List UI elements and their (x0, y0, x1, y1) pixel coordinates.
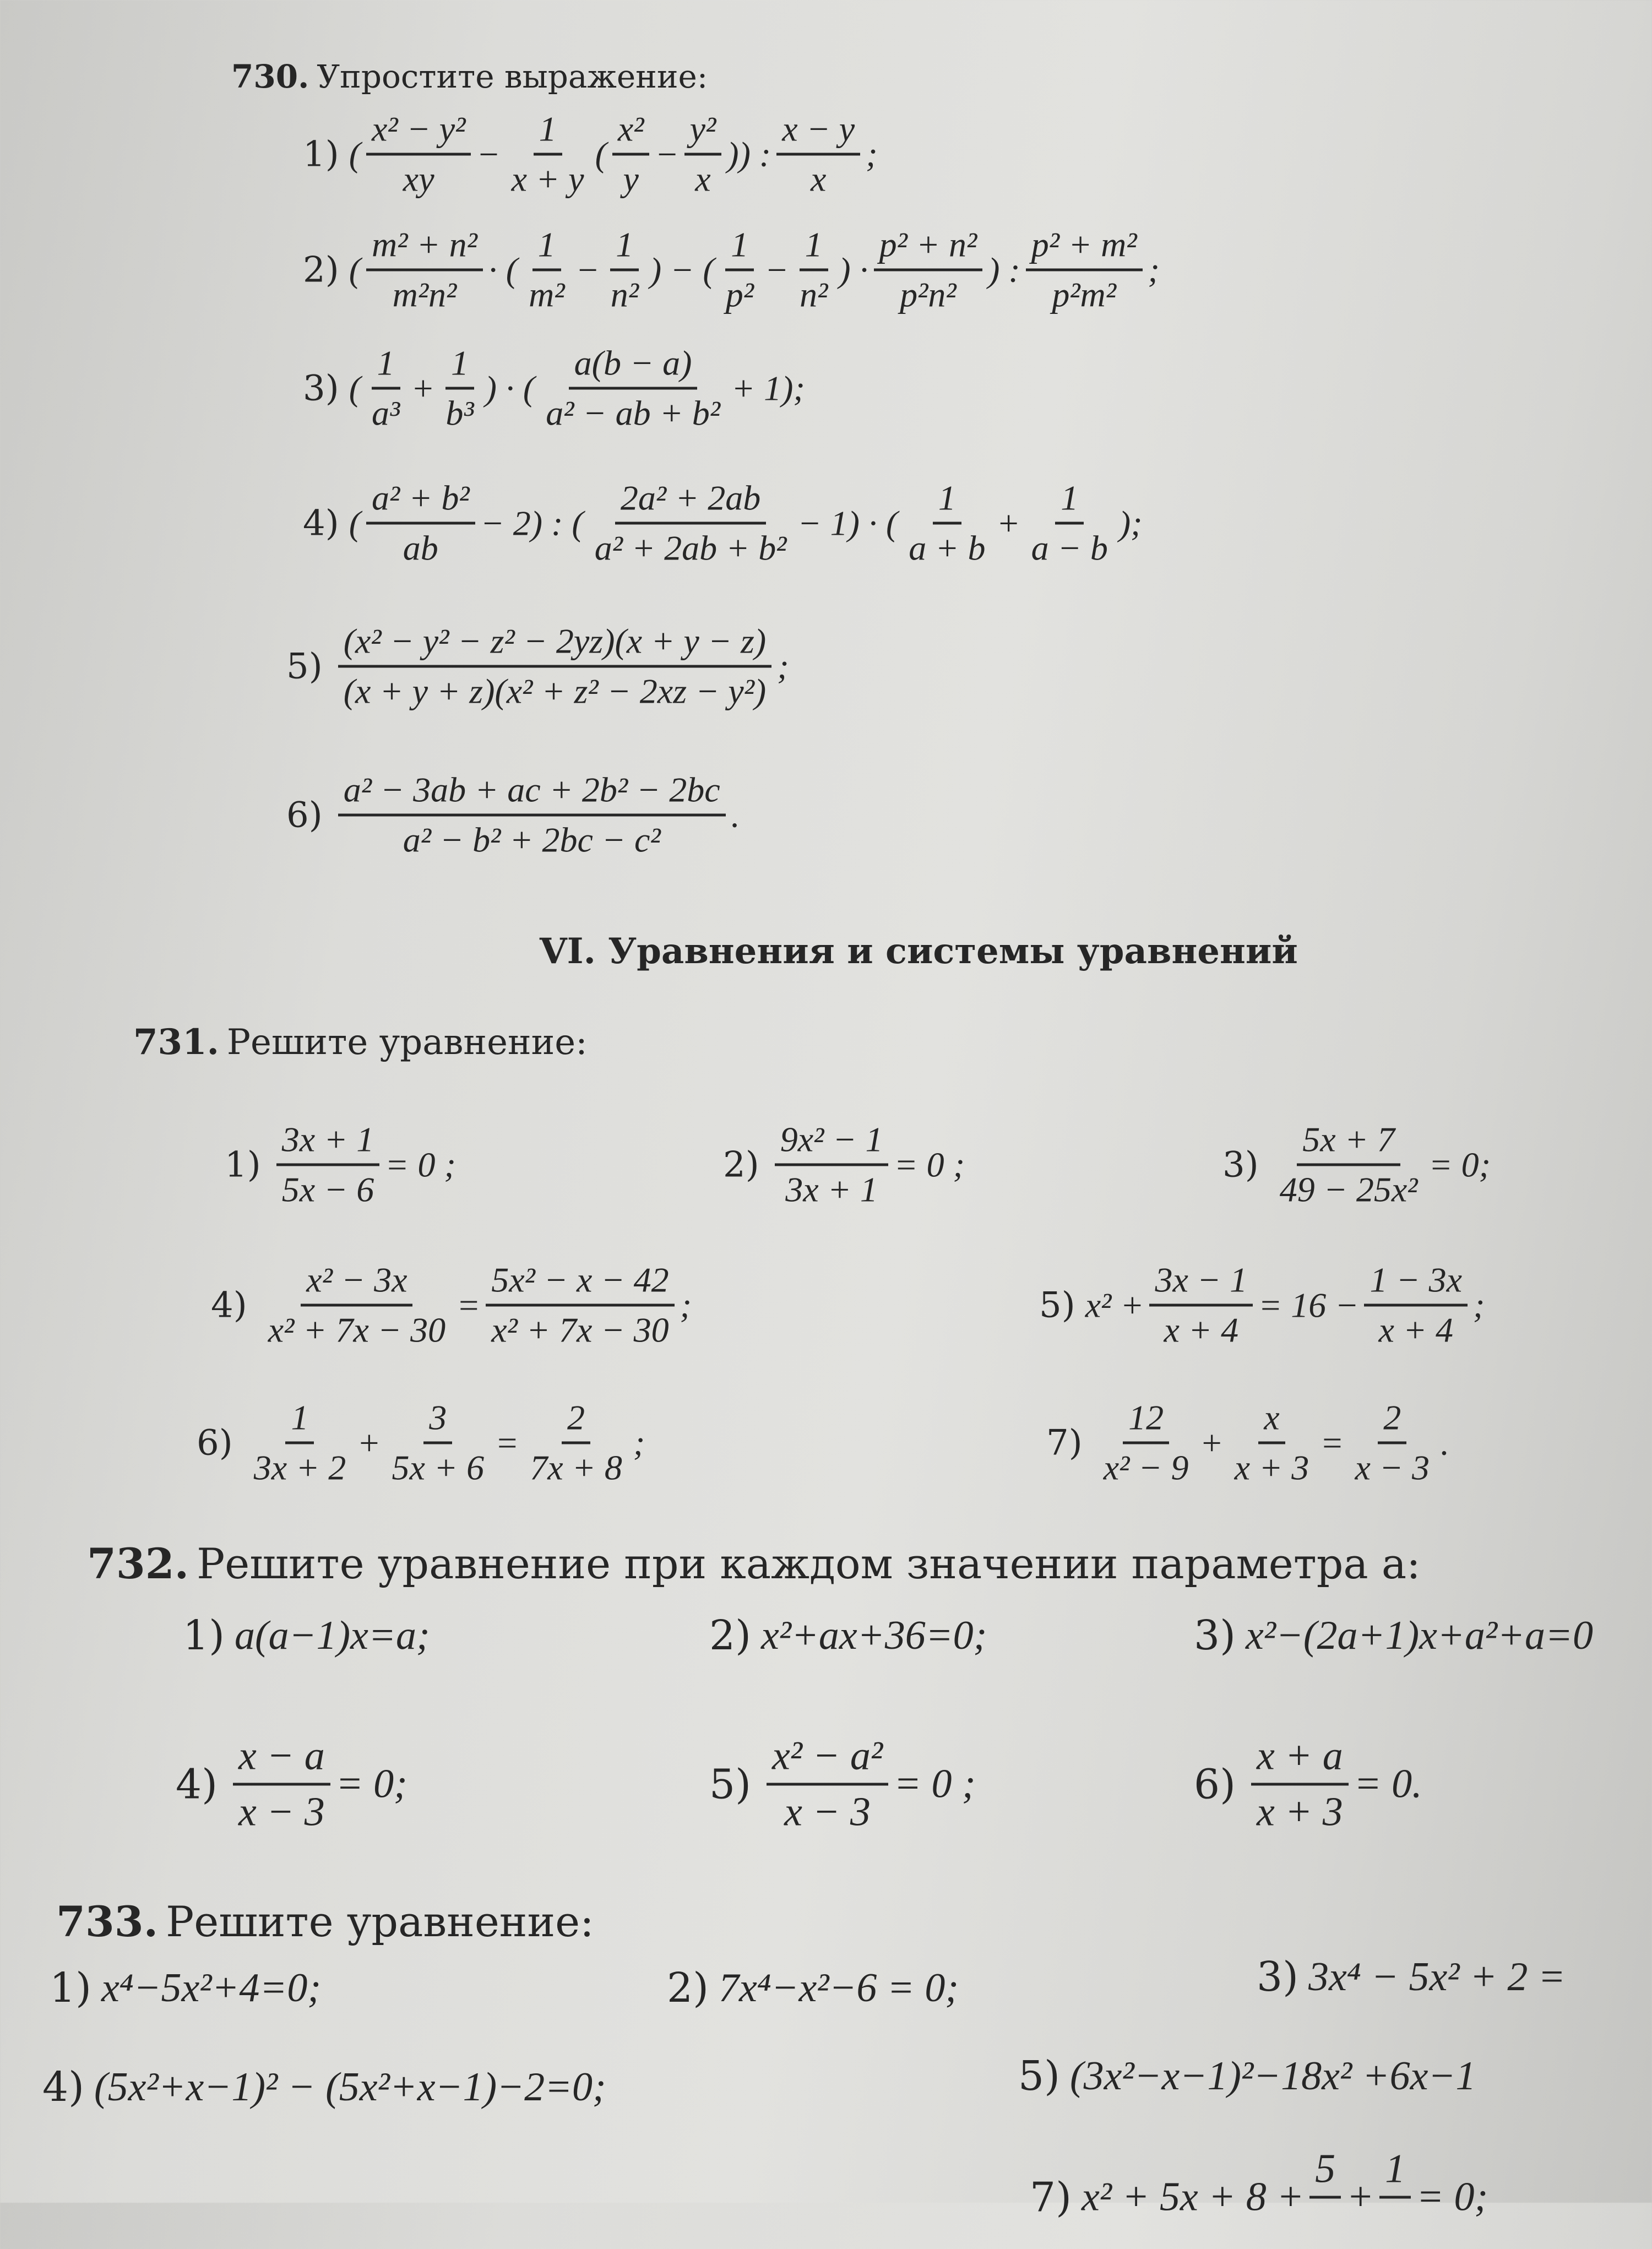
item-label: 2) (667, 1964, 709, 2012)
ex733-item-3 (1257, 1953, 1566, 2001)
denominator: b³ (445, 393, 474, 433)
denominator: xy (403, 159, 434, 199)
ex730-item-4 (303, 478, 1142, 569)
denominator: 3x + 1 (785, 1170, 878, 1209)
fraction (720, 225, 759, 316)
numerator: m² + n² (366, 225, 483, 271)
numerator: 5x² − x − 42 (486, 1260, 674, 1307)
expression-text: = 0 ; (894, 1761, 976, 1807)
numerator: x² (612, 109, 650, 156)
numerator: 5 (1309, 2146, 1341, 2199)
expression-text: − (764, 250, 789, 289)
denominator: 7x + 8 (530, 1448, 622, 1487)
numerator: 1 (800, 225, 828, 271)
expression-text: = (1320, 1423, 1344, 1462)
exercise-number: 731. (133, 1022, 219, 1063)
ex733-item-2 (667, 1964, 959, 2012)
expression-text: = 0; (335, 1761, 407, 1807)
fraction (366, 343, 405, 434)
ex730-item-5 (286, 621, 789, 712)
fraction (684, 109, 722, 200)
item-label: 7) (1046, 1422, 1083, 1463)
expression-text: ; (1473, 1285, 1485, 1324)
item-label: 6) (1194, 1761, 1236, 1808)
fraction (1229, 1398, 1315, 1489)
denominator: x + 3 (1256, 1789, 1343, 1835)
fraction (1149, 1260, 1253, 1351)
exercise-732-header (87, 1539, 1421, 1588)
denominator: x (810, 159, 827, 199)
expression-text: ) · (839, 250, 868, 289)
item-label: 1) (303, 134, 339, 175)
expression-text: x² + 5x + 8 + (1081, 2174, 1305, 2220)
expression-text: + (1346, 2174, 1374, 2220)
expression-text: + 1); (731, 368, 805, 408)
numerator: 1 (1379, 2146, 1411, 2199)
fraction (523, 225, 570, 316)
fraction (263, 1260, 451, 1351)
fraction (1026, 225, 1143, 316)
exercise-number: 730. (231, 58, 309, 95)
numerator: 1 (372, 343, 400, 390)
fraction (338, 770, 726, 861)
ex730-item-3 (303, 343, 805, 434)
fraction (903, 478, 991, 569)
ex731-item-4 (211, 1260, 692, 1351)
numerator: x − y (776, 109, 860, 156)
fraction (1309, 2146, 1341, 2249)
expression-text: a(a−1)x=a; (234, 1612, 430, 1658)
fraction (248, 1398, 352, 1489)
fraction (589, 478, 792, 569)
numerator: p² + n² (874, 225, 983, 271)
exercise-731-header (133, 1022, 588, 1063)
fraction (775, 1120, 889, 1210)
expression-text: + (357, 1423, 381, 1462)
ex733-item-5 (1018, 2052, 1476, 2100)
item-label: 6) (286, 795, 323, 835)
ex730-item-2 (303, 225, 1160, 316)
numerator: 1 (534, 109, 562, 156)
exercise-title: Упростите выражение: (317, 58, 708, 95)
exercise-number: 732. (87, 1539, 189, 1588)
ex732-item-2 (709, 1612, 987, 1659)
expression-text: = 0. (1354, 1761, 1422, 1807)
ex732-item-6 (1194, 1733, 1422, 1836)
denominator: a² + 2ab + b² (594, 528, 787, 568)
exercise-title: Решите уравнение: (166, 1897, 594, 1946)
fraction (386, 1398, 490, 1489)
item-label: 3) (1257, 1953, 1298, 2001)
item-label: 5) (1039, 1285, 1075, 1326)
item-label: 4) (176, 1761, 218, 1808)
denominator (1314, 2199, 1336, 2249)
denominator: n² (610, 275, 639, 314)
expression-text: ( (595, 134, 607, 173)
numerator: 2 (562, 1398, 590, 1444)
item-label: 5) (286, 646, 323, 687)
numerator: 1 (285, 1398, 314, 1444)
denominator: x + 4 (1164, 1310, 1239, 1350)
numerator: 12 (1123, 1398, 1169, 1444)
expression-text: + (411, 368, 435, 408)
numerator: p² + m² (1026, 225, 1143, 271)
expression-text: − 2) : ( (480, 503, 584, 542)
item-label: 3) (1194, 1612, 1236, 1659)
denominator: x − 3 (1355, 1448, 1430, 1487)
expression-text: = (457, 1285, 481, 1324)
ex731-item-3 (1222, 1120, 1491, 1210)
numerator: x (1258, 1398, 1285, 1444)
expression-text: ) − ( (649, 250, 715, 289)
denominator: p² (725, 275, 754, 314)
ex730-item-6 (286, 770, 740, 861)
item-label: 3) (1222, 1144, 1259, 1185)
numerator: 2a² + 2ab (615, 478, 766, 525)
fraction (440, 343, 479, 434)
expression-text: · ( (488, 250, 518, 289)
fraction (486, 1260, 674, 1351)
item-label: 5) (709, 1761, 751, 1808)
denominator: x² + 7x − 30 (268, 1310, 446, 1350)
numerator: a(b − a) (569, 343, 698, 390)
ex731-item-6 (197, 1398, 645, 1489)
item-label: 4) (303, 503, 339, 544)
expression-text: )) : (727, 134, 771, 173)
expression-text: + (1199, 1423, 1224, 1462)
denominator: x − 3 (784, 1789, 871, 1835)
denominator: x + 4 (1378, 1310, 1454, 1350)
fraction (1251, 1733, 1349, 1836)
fraction (767, 1733, 888, 1836)
fraction (1364, 1260, 1468, 1351)
fraction (540, 343, 726, 434)
denominator: 49 − 25x² (1279, 1170, 1418, 1209)
numerator: 1 (610, 225, 639, 271)
numerator: x + a (1251, 1733, 1349, 1786)
fraction (776, 109, 860, 200)
fraction (506, 109, 590, 200)
item-label: 1) (183, 1612, 225, 1659)
ex731-item-1 (225, 1120, 456, 1210)
denominator: a − b (1031, 528, 1108, 568)
fraction (366, 109, 471, 200)
item-label: 1) (225, 1144, 261, 1185)
denominator: ab (403, 528, 438, 568)
ex732-item-3 (1194, 1612, 1593, 1659)
expression-text: 3x⁴ − 5x² + 2 = (1308, 1954, 1566, 2000)
expression-text: = 0 ; (894, 1145, 965, 1184)
numerator: a² − 3ab + ac + 2b² − 2bc (338, 770, 726, 817)
item-label: 4) (211, 1285, 247, 1326)
ex731-item-5 (1039, 1260, 1485, 1351)
ex733-item-4 (42, 2063, 606, 2111)
expression-text: ; (680, 1285, 692, 1324)
expression-text: − (575, 250, 600, 289)
expression-text: = 0; (1416, 2174, 1488, 2220)
numerator: 1 − 3x (1364, 1260, 1468, 1307)
ex730-item-1 (303, 109, 878, 200)
numerator: 5x + 7 (1297, 1120, 1400, 1166)
numerator: x − a (233, 1733, 330, 1786)
denominator: 5x − 6 (281, 1170, 374, 1209)
numerator: 3x − 1 (1149, 1260, 1253, 1307)
item-label: 1) (50, 1964, 91, 2012)
denominator: a³ (372, 393, 400, 433)
denominator: x (695, 159, 711, 199)
exercise-730-header (231, 58, 708, 95)
denominator: p²n² (900, 275, 957, 314)
denominator: m²n² (392, 275, 457, 314)
numerator: 9x² − 1 (775, 1120, 889, 1166)
expression-text: − (476, 134, 501, 173)
expression-text: ( (349, 368, 361, 408)
expression-text: ; (1148, 250, 1160, 289)
ex732-item-4 (176, 1733, 407, 1836)
expression-text: x⁴−5x²+4=0; (101, 1965, 322, 2011)
numerator: y² (684, 109, 722, 156)
item-label: 4) (42, 2063, 84, 2111)
section-title: VI. Уравнения и системы уравнений (540, 931, 1298, 972)
numerator: 2 (1378, 1398, 1406, 1444)
denominator: x² + 7x − 30 (491, 1310, 669, 1350)
item-label: 2) (709, 1612, 751, 1659)
expression-text: ; (633, 1423, 645, 1462)
ex732-item-1 (183, 1612, 430, 1659)
ex731-item-2 (723, 1120, 965, 1210)
fraction (1098, 1398, 1194, 1489)
fraction (366, 478, 475, 569)
fraction (233, 1733, 330, 1836)
expression-text: = (495, 1423, 519, 1462)
ex732-item-5 (709, 1733, 976, 1836)
ex733-item-1 (50, 1964, 321, 2012)
numerator: 1 (532, 225, 561, 271)
numerator: 3x + 1 (276, 1120, 380, 1166)
item-label: 3) (303, 368, 339, 409)
item-label: 2) (303, 249, 339, 290)
exercise-number: 733. (56, 1897, 159, 1946)
denominator: (x + y + z)(x² + z² − 2xz − y²) (343, 671, 767, 711)
fraction (1349, 1398, 1435, 1489)
item-label: 6) (197, 1422, 233, 1463)
fraction (605, 225, 644, 316)
fraction (794, 225, 833, 316)
expression-text: . (731, 795, 740, 834)
fraction (524, 1398, 628, 1489)
expression-text: − (655, 134, 679, 173)
item-label: 2) (723, 1144, 759, 1185)
denominator: a² − b² + 2bc − c² (403, 820, 661, 860)
expression-text: = 0 ; (385, 1145, 456, 1184)
numerator: x² − a² (767, 1733, 888, 1786)
fraction (612, 109, 650, 200)
item-label: 5) (1018, 2052, 1060, 2100)
expression-text: (5x²+x−1)² − (5x²+x−1)−2=0; (94, 2064, 606, 2110)
exercise-733-header (56, 1897, 594, 1946)
numerator: 3 (423, 1398, 452, 1444)
expression-text: − 1) · ( (797, 503, 898, 542)
exercise-title: Решите уравнение: (226, 1022, 588, 1063)
expression-text: ); (1118, 503, 1143, 542)
expression-text: = 16 − (1258, 1285, 1359, 1324)
fraction (276, 1120, 380, 1210)
expression-text: ( (349, 503, 361, 542)
expression-text: x²−(2a+1)x+a²+a=0 (1245, 1612, 1593, 1658)
numerator: 1 (725, 225, 754, 271)
fraction (366, 225, 483, 316)
numerator: x² − 3x (301, 1260, 412, 1307)
fraction (1274, 1120, 1423, 1210)
denominator: n² (800, 275, 828, 314)
expression-text: ) · ( (485, 368, 535, 408)
numerator: (x² − y² − z² − 2yz)(x + y − z) (338, 621, 772, 668)
fraction (1379, 2146, 1411, 2249)
expression-text: x² + (1085, 1285, 1144, 1324)
denominator: x + 3 (1234, 1448, 1309, 1487)
denominator: a + b (909, 528, 986, 568)
denominator: m² (529, 275, 565, 314)
exercise-title: Решите уравнение при каждом значении параметра a: (197, 1539, 1421, 1588)
numerator: 1 (445, 343, 474, 390)
denominator: x − 3 (238, 1789, 325, 1835)
expression-text: ) : (988, 250, 1020, 289)
denominator: 5x + 6 (392, 1448, 485, 1487)
denominator: 3x + 2 (253, 1448, 346, 1487)
expression-text: (3x²−x−1)²−18x² +6x−1 (1069, 2053, 1476, 2099)
fraction (338, 621, 772, 712)
ex733-item-6 (1030, 2146, 1488, 2249)
numerator: 1 (1055, 478, 1084, 525)
denominator: p²m² (1052, 275, 1116, 314)
denominator (1384, 2199, 1406, 2249)
denominator: x + y (511, 159, 584, 199)
expression-text: ( (349, 134, 361, 173)
expression-text: + (996, 503, 1020, 542)
expression-text: . (1441, 1423, 1450, 1462)
ex731-item-7 (1046, 1398, 1449, 1489)
expression-text: ( (349, 250, 361, 289)
item-label: 7) (1030, 2174, 1072, 2221)
expression-text: 7x⁴−x²−6 = 0; (718, 1965, 959, 2011)
numerator: a² + b² (366, 478, 475, 525)
fraction (1026, 478, 1113, 569)
expression-text: x²+ax+36=0; (760, 1612, 987, 1658)
expression-text: ; (866, 134, 878, 173)
fraction (874, 225, 983, 316)
denominator: y (623, 159, 639, 199)
denominator: a² − ab + b² (546, 393, 720, 433)
numerator: 1 (933, 478, 961, 525)
numerator: x² − y² (366, 109, 471, 156)
denominator: x² − 9 (1103, 1448, 1189, 1487)
expression-text: = 0; (1428, 1145, 1491, 1184)
expression-text: ; (777, 647, 789, 686)
